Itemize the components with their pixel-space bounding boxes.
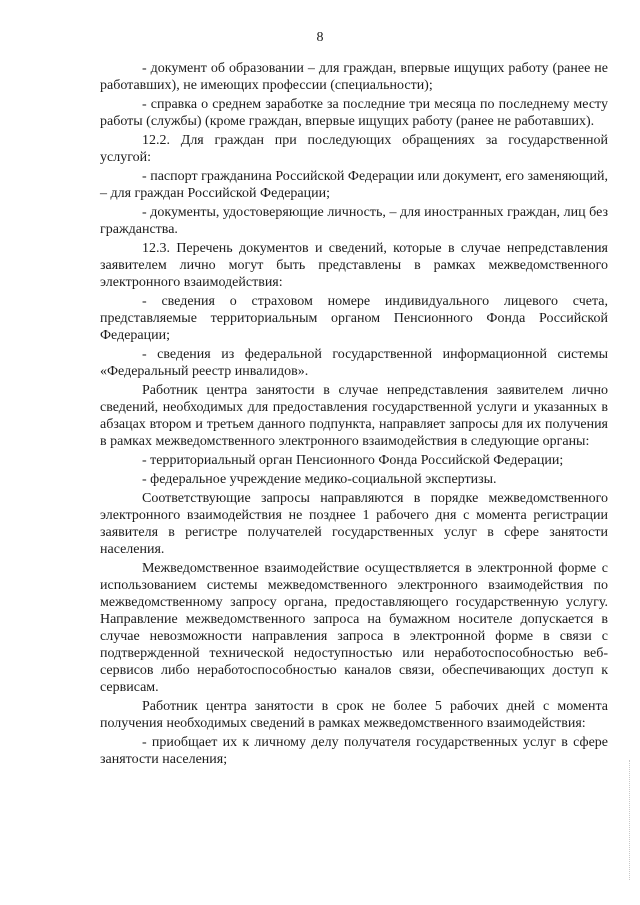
paragraph-medical-expertise: - федеральное учреждение медико-социальной экспертизы. [142,472,497,487]
page-number: 8 [316,30,324,45]
paragraph-employee-requests: Работник центра занятости в случае непредставления заявителем лично сведений, необходимых для предоставления государственной услуги и указанных в абзацах втором и третьем данного подпункта, направляет запросы для их получения в рамках межведомственного электронного взаимодействия в следующие органы: [100,383,608,449]
paragraph-identity-documents: - документы, удостоверяющие личность, – для иностранных граждан, лиц без гражданства. [100,205,608,237]
paragraph-requests-timing: Соответствующие запросы направляются в порядке межведомственного электронного взаимодействия не позднее 1 рабочего дня с момента регистрации заявителя в регистре получателей государственных услуг в сфере занятости населения. [100,491,608,557]
document-body [100,60,608,770]
paragraph-section-12-2: 12.2. Для граждан при последующих обращениях за государственной услугой: [100,133,608,165]
paragraph-pension-fund: - территориальный орган Пенсионного Фонда Российской Федерации; [142,453,564,468]
paragraph-section-12-3: 12.3. Перечень документов и сведений, которые в случае непредставления заявителем лично могут быть представлены в рамках межведомственного электронного взаимодействия: [100,241,608,290]
paragraph-employee-deadline: Работник центра занятости в срок не более 5 рабочих дней с момента получения необходимых сведений в рамках межведомственного взаимодействия: [100,699,608,731]
paragraph-insurance-number: - сведения о страховом номере индивидуального лицевого счета, представляемые территориальным органом Пенсионного Фонда Российской Федерации; [100,294,608,343]
paragraph-passport: - паспорт гражданина Российской Федерации или документ, его заменяющий, – для граждан Российской Федерации; [100,169,608,201]
paragraph-document-education: - документ об образовании – для граждан, впервые ищущих работу (ранее не работавших), не имеющих профессии (специальности); [100,61,608,93]
paragraph-salary-certificate: - справка о среднем заработке за последние три месяца по последнему месту работы (службы) (кроме граждан, впервые ищущих работу (ранее не работавших). [100,97,608,129]
paragraph-attach-to-file: - приобщает их к личному делу получателя государственных услуг в сфере занятости населения; [100,735,608,767]
scan-edge-mark [629,760,634,880]
paragraph-interaction-form: Межведомственное взаимодействие осуществляется в электронной форме с использованием системы межведомственного электронного взаимодействия по межведомственному запросу органа, предоставляющего государственную услугу. Направление межведомственного запроса на бумажном носителе допускается в случае невозможности направления запроса в электронной форме в связи с подтвержденной технической недоступностью или неработоспособностью веб-сервисов либо неработоспособностью каналов связи, обеспечивающих доступ к сервисам. [100,561,608,695]
paragraph-disability-register: - сведения из федеральной государственной информационной системы «Федеральный реестр инвалидов». [100,347,608,379]
